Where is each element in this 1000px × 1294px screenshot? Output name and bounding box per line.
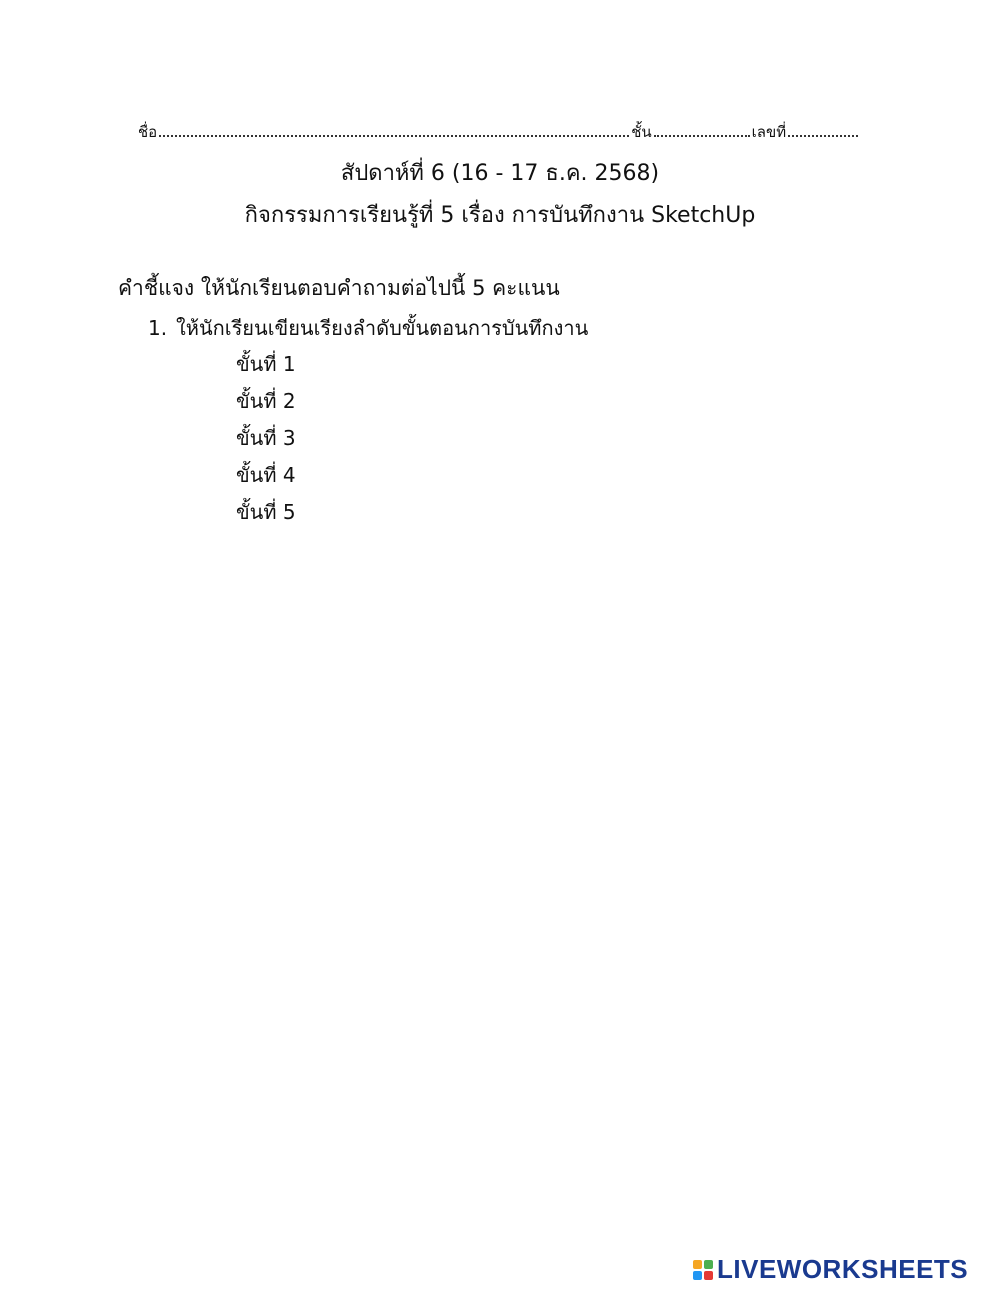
number-label: เลขที่ [751, 123, 787, 141]
week-title: สัปดาห์ที่ 6 (16 - 17 ธ.ค. 2568) [340, 161, 660, 186]
liveworksheets-brand [693, 1254, 968, 1285]
number-blank[interactable] [788, 123, 858, 137]
name-label: ชื่อ [138, 123, 158, 141]
steps-list [236, 348, 296, 533]
activity-title: กิจกรรมการเรียนรู้ที่ 5 เรื่อง การบันทึกงาน SketchUp [244, 203, 756, 228]
logo-square-icon [693, 1271, 702, 1280]
logo-square-icon [704, 1271, 713, 1280]
step-item: ขั้นที่ 5 [236, 500, 296, 524]
brand-text: LIVEWORKSHEETS [717, 1254, 969, 1284]
step-item: ขั้นที่ 1 [236, 352, 296, 376]
question-text: ให้นักเรียนเขียนเรียงลำดับขั้นตอนการบันทึกงาน [176, 316, 589, 340]
question-number: 1. [148, 316, 168, 340]
student-info-line [138, 120, 868, 144]
name-blank[interactable] [159, 123, 629, 137]
liveworksheets-logo-icon [693, 1260, 713, 1280]
step-item: ขั้นที่ 4 [236, 463, 296, 487]
instruction-text: คำชี้แจง ให้นักเรียนตอบคำถามต่อไปนี้ 5 คะแนน [118, 276, 560, 300]
class-label: ชั้น [631, 123, 652, 141]
logo-square-icon [693, 1260, 702, 1269]
step-item: ขั้นที่ 3 [236, 426, 296, 450]
question-1 [148, 312, 588, 344]
step-item: ขั้นที่ 2 [236, 389, 296, 413]
class-blank[interactable] [654, 123, 750, 137]
logo-square-icon [704, 1260, 713, 1269]
